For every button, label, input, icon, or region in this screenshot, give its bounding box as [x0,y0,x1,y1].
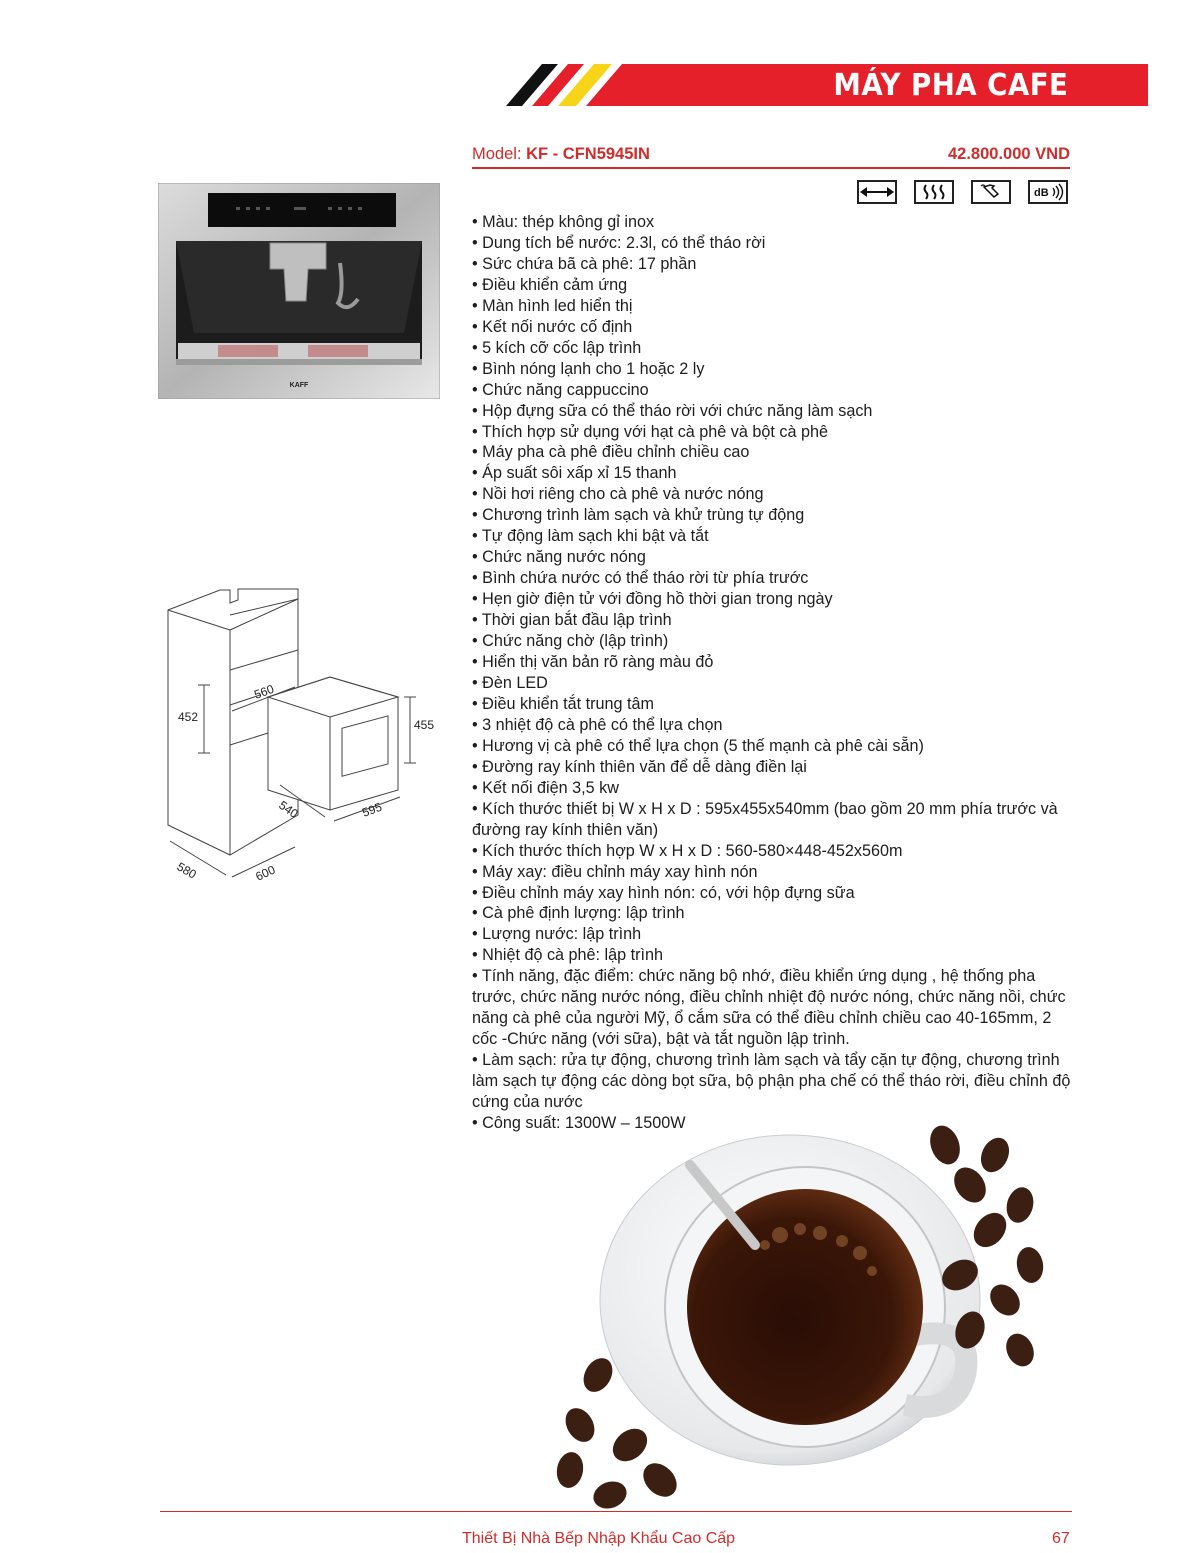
spec-item: • Áp suất sôi xấp xỉ 15 thanh [472,464,677,483]
dimension-drawing [160,585,450,885]
spec-item: • Đèn LED [472,673,548,692]
spec-item: • Máy pha cà phê điều chỉnh chiều cao [472,443,750,462]
spec-item: • Màu: thép không gỉ inox [472,213,655,231]
dim-niche-width: 560 [252,681,276,702]
decibel-icon [1028,180,1068,204]
spec-item: • Hiển thị văn bản rõ ràng màu đỏ [472,653,714,672]
spec-item: • Dung tích bể nước: 2.3l, có thể tháo rời [472,233,766,252]
spec-item: • Thích hợp sử dụng với hạt cà phê và bột cà phê [472,422,829,441]
footer-rule [160,1511,1072,1512]
model-price: 42.800.000 VND [947,145,1070,163]
svg-text:dB: dB [1034,187,1049,199]
dim-device-width: 595 [360,799,384,820]
spec-item: • Điều khiển tắt trung tâm [472,694,655,713]
spec-item: • Hương vị cà phê có thể lựa chọn (5 thế mạnh cà phê cài sẵn) [472,736,924,755]
spec-item: • Làm sạch: rửa tự động, chương trình làm sạch và tẩy cặn tự động, chương trình làm sạch tự động các dòng bọt sữa, bộ phận pha chế có thể tháo rời, điều chỉnh độ cứng của nước [472,1051,1071,1112]
spec-item: • Sức chứa bã cà phê: 17 phần [472,254,697,273]
spec-list [472,212,1072,1134]
spec-item: • Màn hình led hiển thị [472,296,633,315]
spec-item: • Bình chứa nước có thể tháo rời từ phía trước [472,569,809,588]
dim-device-height: 455 [414,718,435,732]
footer-text: Thiết Bị Nhà Bếp Nhập Khẩu Cao Cấp [462,1530,736,1547]
spec-item: • Cà phê định lượng: lập trình [472,904,685,923]
model-label: Model: [472,145,522,163]
spec-item: • Kích thước thích hợp W x H x D : 560-580×448-452x560m [472,841,903,860]
spec-item: • Tự động làm sạch khi bật và tắt [472,527,709,546]
spec-item: • Chức năng cappuccino [472,380,649,399]
dim-cabinet-width: 600 [253,862,278,884]
model-code: KF - CFN5945IN [526,145,650,163]
coffee-illustration [550,1125,1070,1515]
feature-icons [857,180,1068,204]
spec-item: • Điều khiển cảm ứng [472,275,628,294]
section-title: MÁY PHA CAFE [833,68,1068,103]
spec-item: • 3 nhiệt độ cà phê có thể lựa chọn [472,715,723,734]
spec-item: • Kết nối điện 3,5 kw [472,778,619,797]
spec-item: • Nhiệt độ cà phê: lập trình [472,946,664,965]
brand-logo: KAFF [289,382,309,389]
spec-item: • Nồi hơi riêng cho cà phê và nước nóng [472,485,764,504]
model-line [472,145,1070,164]
spec-item: • Lượng nước: lập trình [472,925,642,944]
spec-item: • Tính năng, đặc điểm: chức năng bộ nhớ, điều khiển ứng dụng , hệ thống pha trước, chức năng nước nóng, điều chỉnh nhiệt độ nước nóng, chức năng nồi, chức năng cà phê của người Mỹ, ổ cắm sữa có thể điều chỉnh chiều cao 40-165mm, 2 cốc -Chức năng (với sữa), bật và tắt nguồn lập trình. [472,967,1066,1049]
spec-item: • Kích thước thiết bị W x H x D : 595x455x540mm (bao gồm 20 mm phía trước và đường ray kính thiên văn) [472,799,1058,839]
spec-item: • Máy xay: điều chỉnh máy xay hình nón [472,862,758,881]
spec-item: • Hẹn giờ điện tử với đồng hồ thời gian trong ngày [472,590,833,609]
spec-item: • Thời gian bắt đầu lập trình [472,611,672,630]
spec-item: • Công suất: 1300W – 1500W [472,1113,686,1132]
spec-item: • Bình nóng lạnh cho 1 hoặc 2 ly [472,359,705,378]
width-arrow-icon [857,180,897,204]
spec-item: • Điều chỉnh máy xay hình nón: có, với hộp đựng sữa [472,883,855,902]
spec-item: • Chức năng nước nóng [472,548,646,567]
spec-item: • Đường ray kính thiên văn để dễ dàng điền lại [472,757,807,776]
spec-item: • Hộp đựng sữa có thể tháo rời với chức năng làm sạch [472,401,873,420]
heat-icon [914,180,954,204]
dim-cabinet-depth: 580 [174,859,199,882]
model-underline [472,167,1070,169]
spec-item: • Kết nối nước cố định [472,317,633,336]
product-photo [158,183,440,399]
dim-niche-height: 452 [178,710,199,724]
spec-item: • 5 kích cỡ cốc lập trình [472,338,642,357]
dim-device-depth: 540 [276,797,301,821]
page-number: 67 [1052,1530,1070,1547]
spec-item: • Chức năng chờ (lập trình) [472,632,669,651]
spec-item: • Chương trình làm sạch và khử trùng tự động [472,506,805,525]
touch-control-icon [971,180,1011,204]
